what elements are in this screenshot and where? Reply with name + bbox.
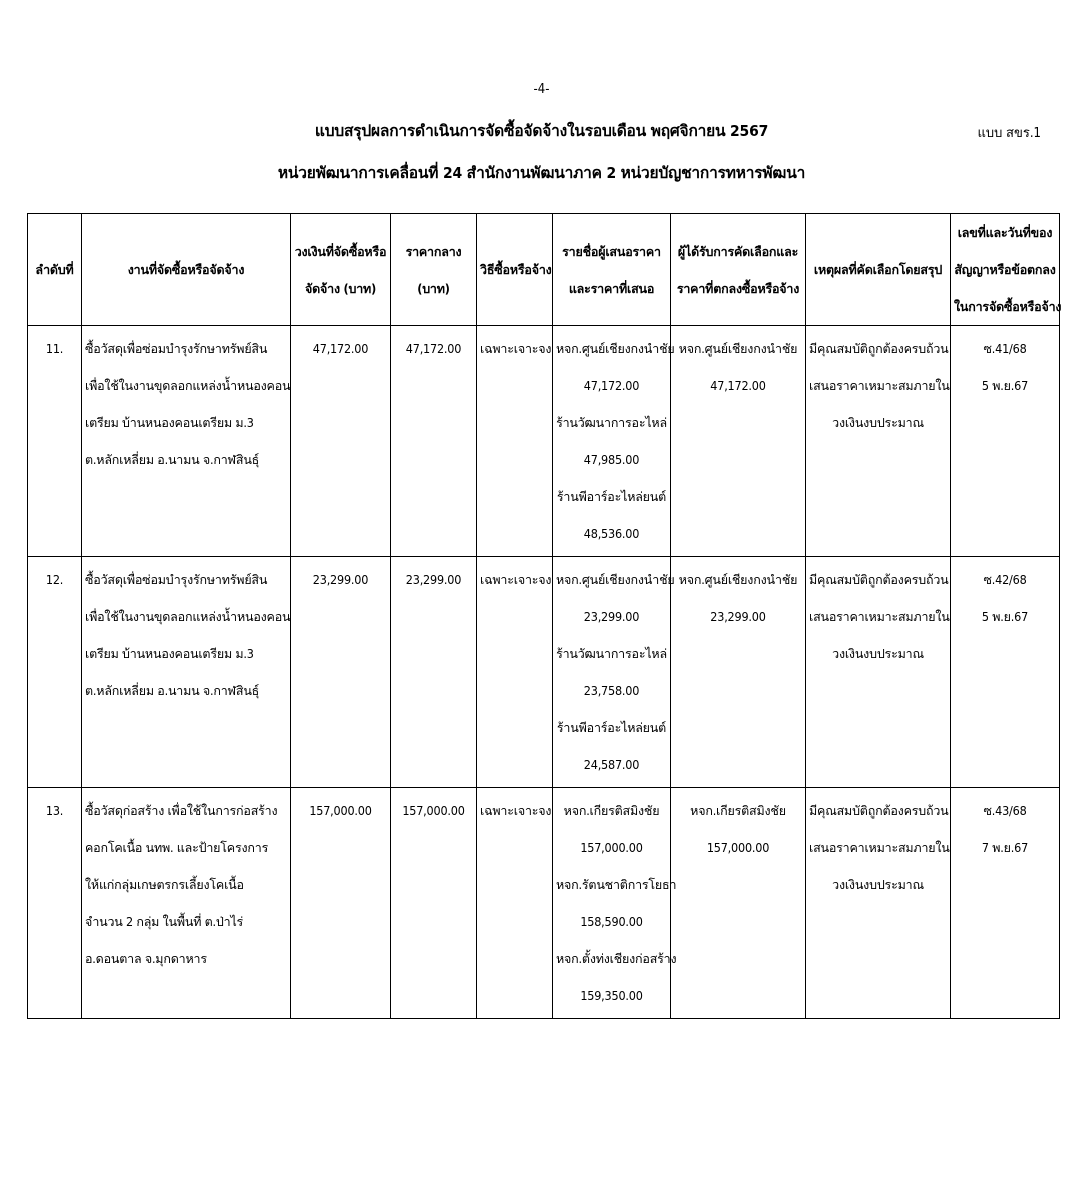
- header-seq: ลำดับที่: [28, 214, 82, 326]
- cell-bidders: หจก.ศูนย์เชียงกงนำชัย 23,299.00 ร้านวัฒนาการอะไหล่ 23,758.00 ร้านพีอาร์อะไหล่ยนต์ 24,587.00: [553, 557, 671, 788]
- cell-winner: หจก.ศูนย์เชียงกงนำชัย 47,172.00: [671, 326, 806, 557]
- cell-median-price: 157,000.00: [391, 788, 477, 1019]
- cell-winner: หจก.ศูนย์เชียงกงนำชัย 23,299.00: [671, 557, 806, 788]
- cell-contract: ซ.43/68 7 พ.ย.67: [951, 788, 1060, 1019]
- cell-budget: 47,172.00: [291, 326, 391, 557]
- cell-budget: 157,000.00: [291, 788, 391, 1019]
- cell-item: ซื้อวัสดุก่อสร้าง เพื่อใช้ในการก่อสร้าง คอกโคเนื้อ นทพ. และป้ายโครงการ ให้แก่กลุ่มเกษตรกรเลี้ยงโคเนื้อ จำนวน 2 กลุ่ม ในพื้นที่ ต.ป่าไร่ อ.ดอนตาล จ.มุกดาหาร: [82, 788, 291, 1019]
- cell-seq: 11.: [28, 326, 82, 557]
- report-title: แบบสรุปผลการดำเนินการจัดซื้อจัดจ้างในรอบเดือน พฤศจิกายน 2567: [314, 122, 769, 140]
- header-winner: ผู้ได้รับการคัดเลือกและ ราคาที่ตกลงซื้อหรือจ้าง: [671, 214, 806, 326]
- cell-budget: 23,299.00: [291, 557, 391, 788]
- header-bidders: รายชื่อผู้เสนอราคา และราคาที่เสนอ: [553, 214, 671, 326]
- cell-seq: 12.: [28, 557, 82, 788]
- cell-seq: 13.: [28, 788, 82, 1019]
- table-header-row: [28, 214, 1060, 326]
- page-number: -4-: [533, 82, 550, 97]
- header-reason: เหตุผลที่คัดเลือกโดยสรุป: [806, 214, 951, 326]
- cell-contract: ซ.41/68 5 พ.ย.67: [951, 326, 1060, 557]
- cell-reason: มีคุณสมบัติถูกต้องครบถ้วน เสนอราคาเหมาะสมภายใน วงเงินงบประมาณ: [806, 326, 951, 557]
- cell-winner: หจก.เกียรติสมิงชัย 157,000.00: [671, 788, 806, 1019]
- header-contract: เลขที่และวันที่ของ สัญญาหรือข้อตกลง ในการจัดซื้อหรือจ้าง: [951, 214, 1060, 326]
- cell-median-price: 47,172.00: [391, 326, 477, 557]
- cell-reason: มีคุณสมบัติถูกต้องครบถ้วน เสนอราคาเหมาะสมภายใน วงเงินงบประมาณ: [806, 557, 951, 788]
- procurement-table: [27, 213, 1060, 1019]
- cell-reason: มีคุณสมบัติถูกต้องครบถ้วน เสนอราคาเหมาะสมภายใน วงเงินงบประมาณ: [806, 788, 951, 1019]
- cell-median-price: 23,299.00: [391, 557, 477, 788]
- header-item: งานที่จัดซื้อหรือจัดจ้าง: [82, 214, 291, 326]
- table-row: [28, 557, 1060, 788]
- header-budget: วงเงินที่จัดซื้อหรือ จัดจ้าง (บาท): [291, 214, 391, 326]
- cell-method: เฉพาะเจาะจง: [477, 326, 553, 557]
- header-median-price: ราคากลาง (บาท): [391, 214, 477, 326]
- cell-method: เฉพาะเจาะจง: [477, 557, 553, 788]
- cell-bidders: หจก.ศูนย์เชียงกงนำชัย 47,172.00 ร้านวัฒนาการอะไหล่ 47,985.00 ร้านพีอาร์อะไหล่ยนต์ 48,536.00: [553, 326, 671, 557]
- cell-item: ซื้อวัสดุเพื่อซ่อมบำรุงรักษาทรัพย์สิน เพื่อใช้ในงานขุดลอกแหล่งน้ำหนองคอน เตรียม บ้านหนองคอนเตรียม ม.3 ต.หลักเหลี่ยม อ.นามน จ.กาฬสินธุ์: [82, 326, 291, 557]
- header-method: วิธีซื้อหรือจ้าง: [477, 214, 553, 326]
- form-code: แบบ สขร.1: [977, 126, 1041, 141]
- cell-method: เฉพาะเจาะจง: [477, 788, 553, 1019]
- table-row: [28, 326, 1060, 557]
- table-row: [28, 788, 1060, 1019]
- unit-title: หน่วยพัฒนาการเคลื่อนที่ 24 สำนักงานพัฒนาภาค 2 หน่วยบัญชาการทหารพัฒนา: [277, 164, 806, 182]
- cell-item: ซื้อวัสดุเพื่อซ่อมบำรุงรักษาทรัพย์สิน เพื่อใช้ในงานขุดลอกแหล่งน้ำหนองคอน เตรียม บ้านหนองคอนเตรียม ม.3 ต.หลักเหลี่ยม อ.นามน จ.กาฬสินธุ์: [82, 557, 291, 788]
- cell-contract: ซ.42/68 5 พ.ย.67: [951, 557, 1060, 788]
- cell-bidders: หจก.เกียรติสมิงชัย 157,000.00 หจก.รัตนชาติการโยธา 158,590.00 หจก.ตั้งท่งเชียงก่อสร้าง 159,350.00: [553, 788, 671, 1019]
